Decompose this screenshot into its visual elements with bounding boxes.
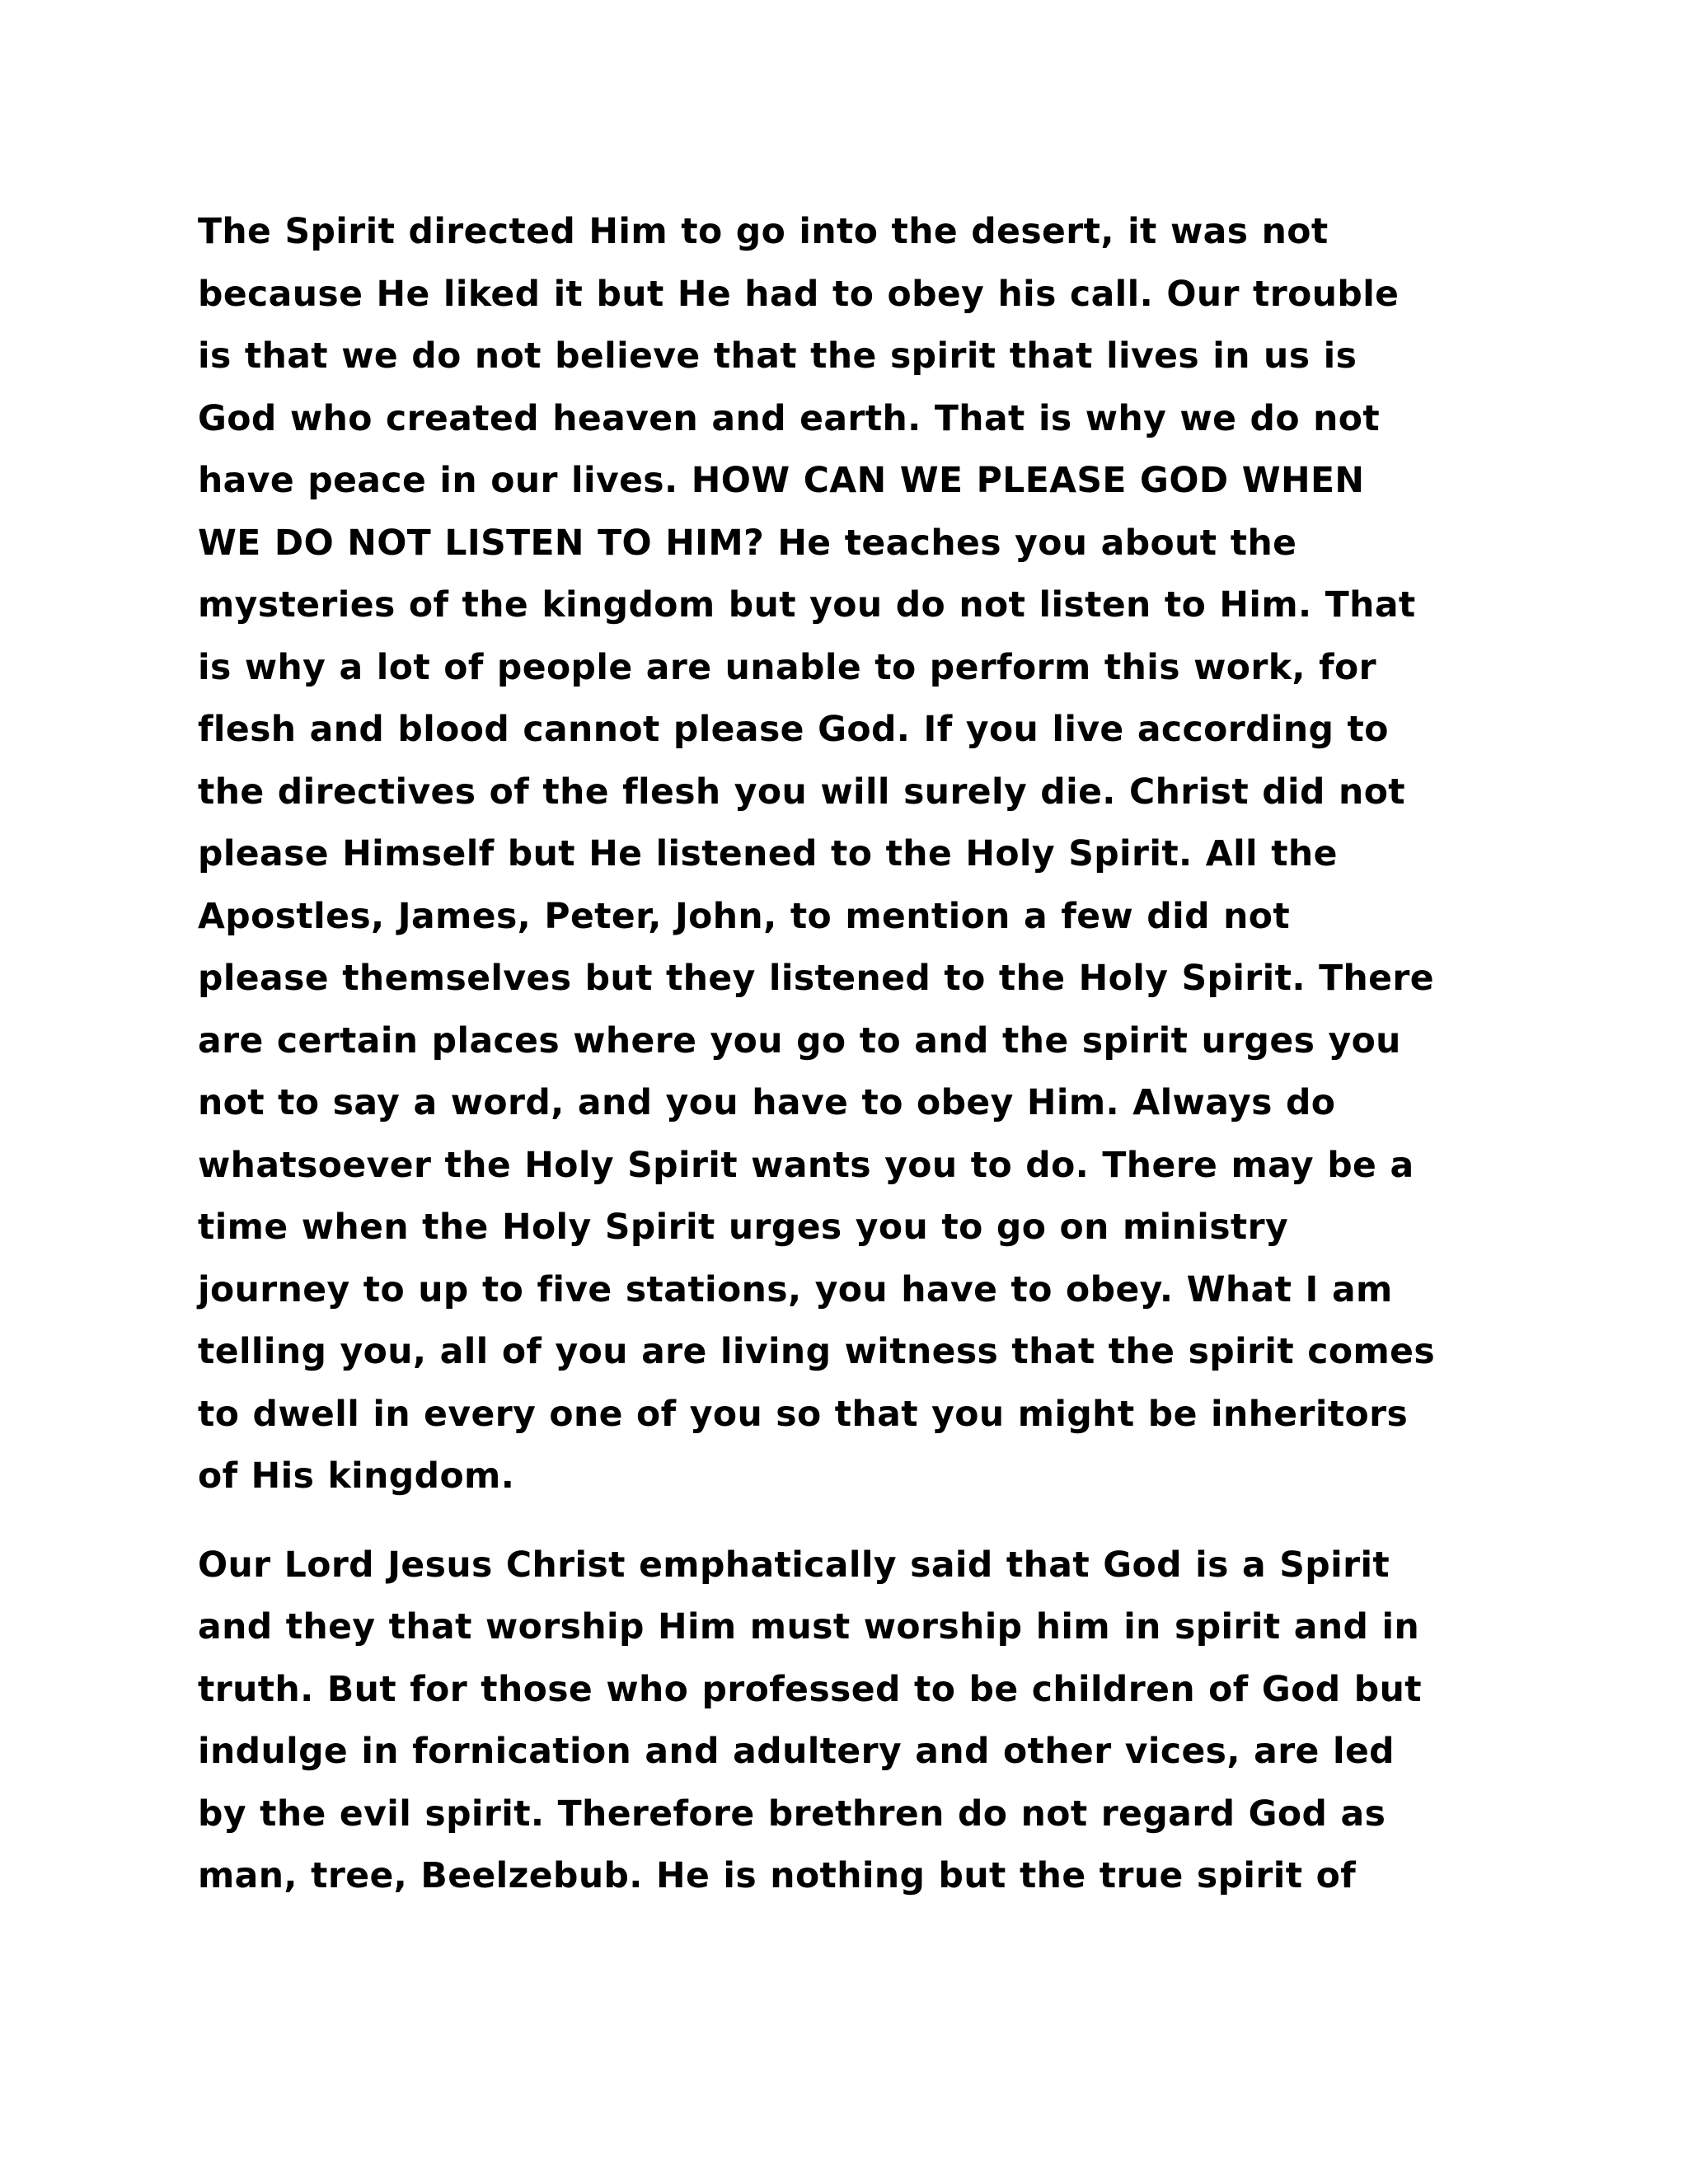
text-line: the directives of the flesh you will surely die. Christ did not — [198, 771, 1406, 813]
text-line: please themselves but they listened to the Holy Spirit. There — [198, 958, 1434, 999]
text-line: mysteries of the kingdom but you do not listen to Him. That — [198, 585, 1416, 626]
text-line: telling you, all of you are living witness that the spirit comes — [198, 1332, 1436, 1372]
text-line: flesh and blood cannot please God. If you live according to — [198, 710, 1389, 750]
text-line: because He liked it but He had to obey his call. Our trouble — [198, 274, 1400, 315]
text-line: are certain places where you go to and the spirit urges you — [198, 1020, 1401, 1062]
text-line: indulge in fornication and adultery and other vices, are led — [198, 1732, 1395, 1772]
text-line: The Spirit directed Him to go into the desert, it was not — [198, 212, 1329, 252]
text-line: truth. But for those who professed to be children of God but — [198, 1669, 1422, 1710]
text-line: and they that worship Him must worship him in spirit and in — [198, 1607, 1420, 1647]
text-line: Apostles, James, Peter, John, to mention a few did not — [198, 896, 1291, 937]
text-line: God who created heaven and earth. That is why we do not — [198, 398, 1381, 439]
paragraph-2 — [198, 1535, 1517, 1908]
text-line: to dwell in every one of you so that you might be inheritors — [198, 1394, 1409, 1435]
text-line: have peace in our lives. HOW CAN WE PLEASE GOD WHEN — [198, 461, 1365, 501]
text-line: is why a lot of people are unable to perform this work, for — [198, 647, 1376, 688]
paragraph-1 — [198, 201, 1517, 1508]
text-line: is that we do not believe that the spirit that lives in us is — [198, 336, 1357, 377]
text-line: WE DO NOT LISTEN TO HIM? He teaches you about the — [198, 523, 1297, 564]
text-line: Our Lord Jesus Christ emphatically said that God is a Spirit — [198, 1544, 1390, 1586]
text-line: whatsoever the Holy Spirit wants you to do. There may be a — [198, 1145, 1414, 1186]
text-line: time when the Holy Spirit urges you to go on ministry — [198, 1207, 1289, 1248]
text-line: of His kingdom. — [198, 1456, 515, 1497]
text-line: please Himself but He listened to the Holy Spirit. All the — [198, 834, 1338, 874]
text-line: by the evil spirit. Therefore brethren do not regard God as — [198, 1793, 1386, 1835]
text-line: not to say a word, and you have to obey Him. Always do — [198, 1083, 1336, 1123]
body-text — [198, 201, 1517, 1908]
text-line: journey to up to five stations, you have to obey. What I am — [198, 1269, 1393, 1310]
text-line: man, tree, Beelzebub. He is nothing but the true spirit of — [198, 1856, 1357, 1896]
